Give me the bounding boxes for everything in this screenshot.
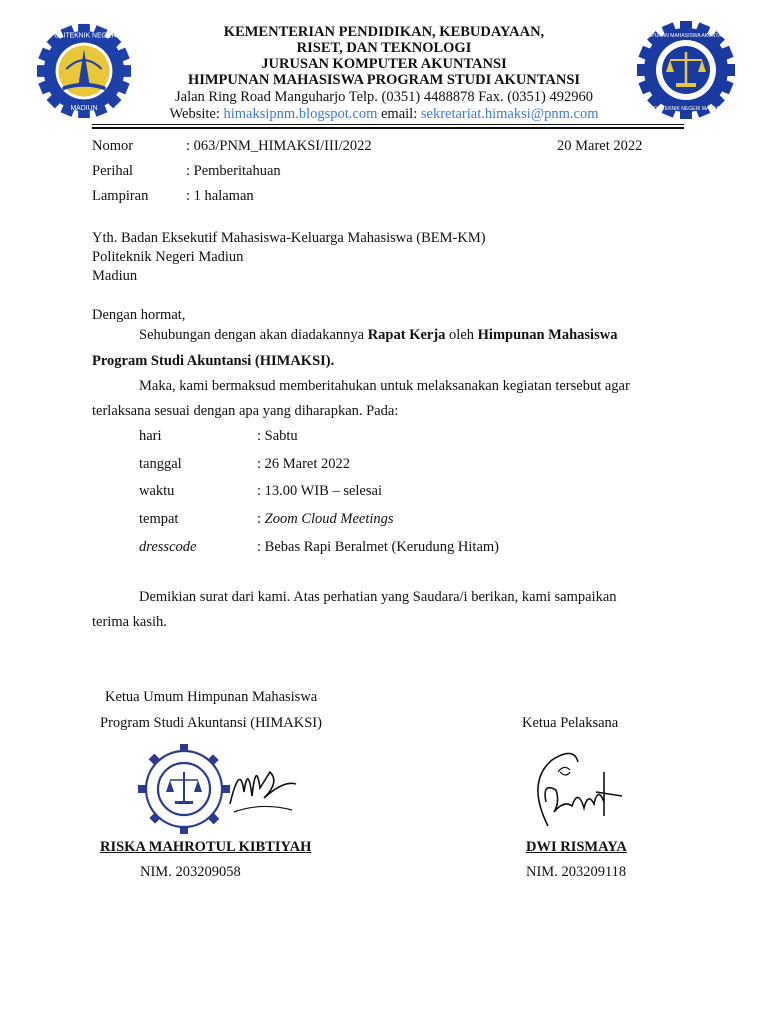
paragraph-1-line-1: Sehubungan dengan akan diadakannya Rapat Kerja oleh Himpunan Mahasiswa (139, 327, 618, 343)
header-ministry: KEMENTERIAN PENDIDIKAN, KEBUDAYAAN, (223, 24, 545, 40)
email-label: email: (380, 106, 418, 122)
himaksi-logo (634, 20, 738, 120)
detail-label-hari: hari (139, 428, 162, 444)
header-address: Jalan Ring Road Manguharjo Telp. (0351) 4488878 Fax. (0351) 492960 (175, 89, 593, 105)
website-label: Website: (169, 106, 220, 122)
detail-value-tanggal: : 26 Maret 2022 (257, 456, 351, 472)
detail-value-waktu: : 13.00 WIB – selesai (257, 483, 382, 499)
left-signer-title-1: Ketua Umum Himpunan Mahasiswa (105, 689, 318, 705)
header-department: JURUSAN KOMPUTER AKUNTANSI (261, 56, 507, 72)
header-contact (140, 106, 628, 122)
header-organization: HIMPUNAN MAHASISWA PROGRAM STUDI AKUNTANSI (187, 72, 581, 88)
left-logo-text-top: POLITEKNIK NEGERI (49, 32, 119, 40)
greeting: Dengan hormat, (92, 307, 186, 323)
letter-date: 20 Maret 2022 (557, 138, 643, 154)
website-link[interactable]: himaksipnm.blogspot.com (223, 106, 378, 122)
left-signature (222, 752, 302, 822)
detail-value-tempat: : Zoom Cloud Meetings (257, 511, 394, 527)
detail-value-dresscode: : Bebas Rapi Beralmet (Kerudung Hitam) (257, 539, 500, 555)
paragraph-1-line-2: Program Studi Akuntansi (HIMAKSI). (92, 353, 335, 369)
detail-label-tempat: tempat (139, 511, 179, 527)
right-logo-text-bottom: POLITEKNIK NEGERI MADIUN (650, 106, 722, 112)
header-ministry-2: RISET, DAN TEKNOLOGI (296, 40, 472, 56)
detail-value-hari: : Sabtu (257, 428, 298, 444)
header-divider-thin (92, 124, 684, 125)
nomor-value: : 063/PNM_HIMAKSI/III/2022 (186, 138, 372, 154)
lampiran-label: Lampiran (92, 188, 149, 204)
detail-label-dresscode: dresscode (139, 539, 197, 555)
header-divider-thick (92, 127, 684, 129)
perihal-label: Perihal (92, 163, 134, 179)
lampiran-value: : 1 halaman (186, 188, 254, 204)
right-signer-nim: NIM. 203209118 (526, 864, 627, 880)
nomor-label: Nomor (92, 138, 134, 154)
politeknik-logo (34, 22, 134, 120)
left-logo-text-bottom: MADIUN (70, 105, 98, 113)
detail-label-tanggal: tanggal (139, 456, 182, 472)
left-signer-title-2: Program Studi Akuntansi (HIMAKSI) (100, 715, 322, 731)
paragraph-2-line-1: Maka, kami bermaksud memberitahukan untuk melaksanakan kegiatan tersebut agar (139, 378, 630, 394)
closing-line-2: terima kasih. (92, 614, 167, 630)
right-signer-name: DWI RISMAYA (526, 839, 627, 855)
recipient-line-3: Madiun (92, 268, 138, 284)
paragraph-2-line-2: terlaksana sesuai dengan apa yang diharapkan. Pada: (92, 403, 399, 419)
right-signature (512, 742, 632, 834)
left-signer-name: RISKA MAHROTUL KIBTIYAH (100, 839, 312, 855)
detail-label-waktu: waktu (139, 483, 175, 499)
left-signer-nim: NIM. 203209058 (140, 864, 241, 880)
recipient-line-1: Yth. Badan Eksekutif Mahasiswa-Keluarga Mahasiswa (BEM-KM) (92, 230, 486, 246)
right-logo-text-top: HIMPUNAN MAHASISWA AKUNTANSI (642, 33, 730, 39)
recipient-line-2: Politeknik Negeri Madiun (92, 249, 244, 265)
email-link[interactable]: sekretariat.himaksi@pnm.com (420, 106, 599, 122)
right-signer-title: Ketua Pelaksana (522, 715, 619, 731)
perihal-value: : Pemberitahuan (186, 163, 281, 179)
closing-line-1: Demikian surat dari kami. Atas perhatian yang Saudara/i berikan, kami sampaikan (139, 589, 617, 605)
